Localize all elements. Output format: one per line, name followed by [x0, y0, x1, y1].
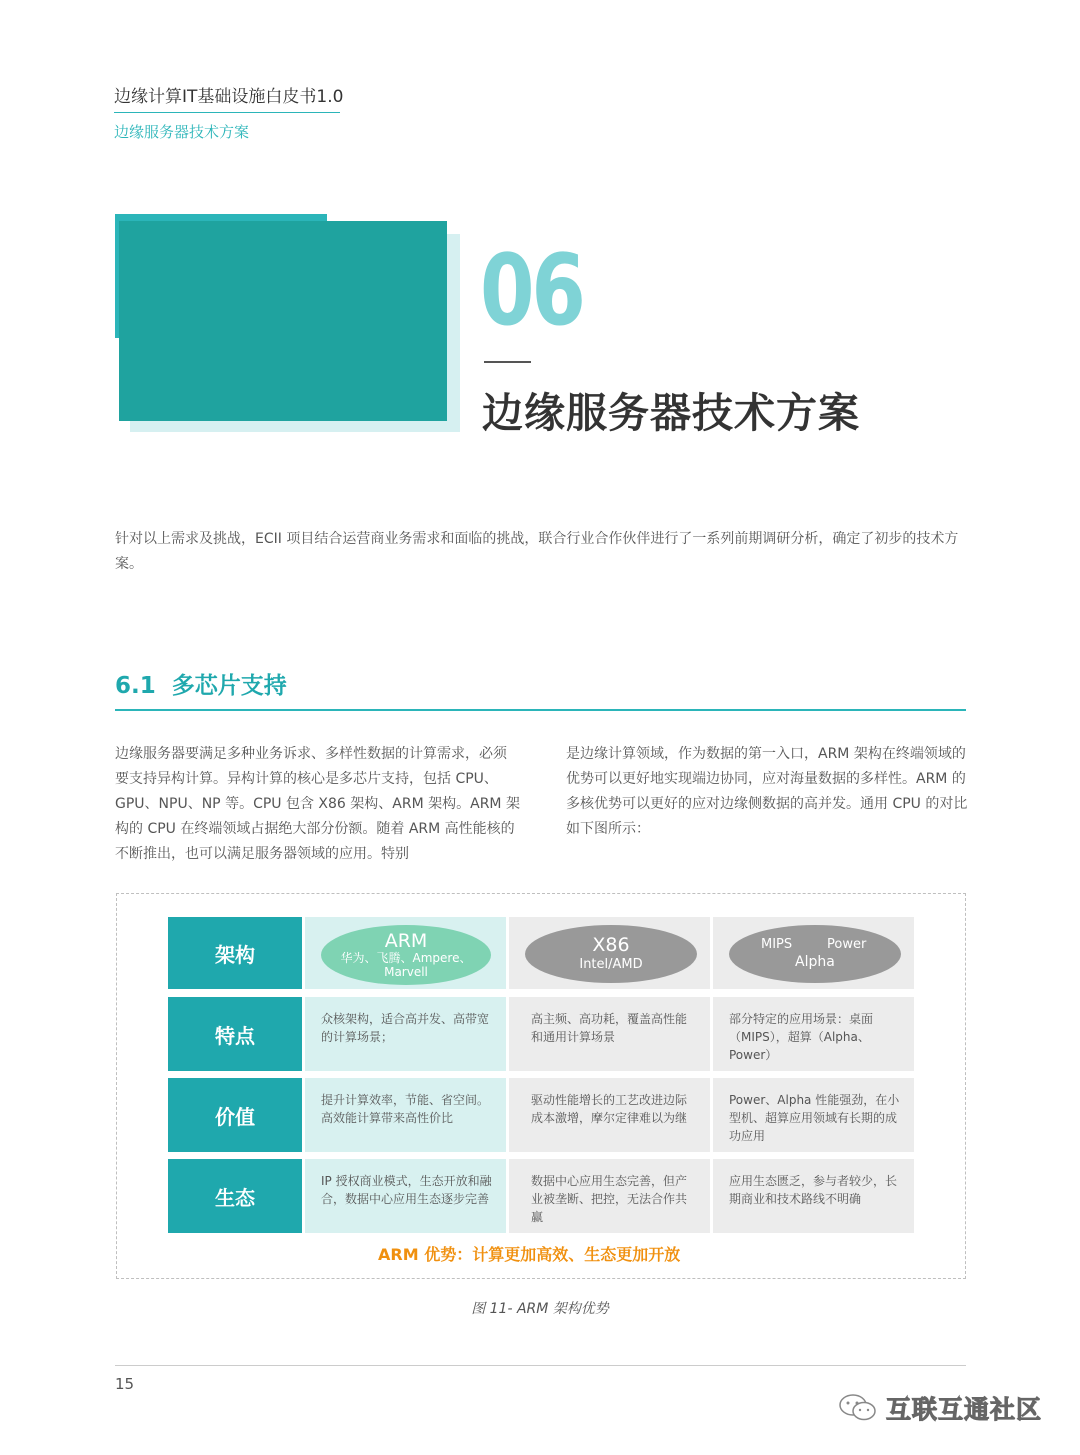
- body-column-right: 是边缘计算领域，作为数据的第一入口，ARM 架构在终端领域的优势可以更好地实现端边协同，应对海量数据的多样性。ARM 的多核优势可以更好的应对边缘侧数据的高并发。通用 CPU 的对比如下图所示：: [566, 746, 968, 837]
- document-title: 边缘计算IT基础设施白皮书1.0: [114, 87, 344, 107]
- chapter-decoration-block: [119, 221, 447, 421]
- watermark-text: 互联互通社区: [886, 1395, 1043, 1424]
- intro-paragraph: 针对以上需求及挑战，ECII 项目结合运营商业务需求和面临的挑战，联合行业合作伙伴进行了一系列前期调研分析，确定了初步的技术方案。: [115, 531, 959, 572]
- ecosystem-cell-arm: [305, 1159, 506, 1233]
- alpha-label: Alpha: [795, 954, 835, 970]
- features-other-text: 部分特定的应用场景：桌面（MIPS），超算（Alpha、Power）: [729, 1012, 874, 1062]
- arch-cell-arm: [305, 917, 506, 989]
- value-arm-text: 提升计算效率，节能、省空间。高效能计算带来高性价比: [321, 1093, 490, 1125]
- section-heading: [115, 667, 287, 700]
- features-cell-other: [713, 997, 914, 1071]
- ecosystem-cell-other: [713, 1159, 914, 1233]
- ecosystem-arm-text: IP 授权商业模式，生态开放和融合，数据中心应用生态逐步完善: [321, 1174, 492, 1206]
- section-divider: [115, 709, 966, 711]
- value-cell-x86: [509, 1078, 710, 1152]
- row-header-features: 特点: [168, 997, 302, 1071]
- chapter-title: 边缘服务器技术方案: [482, 389, 860, 437]
- other-arch-ellipse: [729, 925, 901, 983]
- arm-vendors: 华为、飞腾、Ampere、Marvell: [340, 951, 472, 979]
- power-label: Power: [827, 937, 867, 952]
- ecosystem-x86-text: 数据中心应用生态完善，但产业被垄断、把控，无法合作共赢: [531, 1174, 688, 1224]
- row-header-ecosystem: 生态: [168, 1159, 302, 1233]
- figure-caption: 图 11- ARM 架构优势: [471, 1301, 609, 1317]
- wechat-icon: [838, 1393, 878, 1423]
- arch-cell-x86: [509, 917, 710, 989]
- ecosystem-other-text: 应用生态匮乏，参与者较少，长期商业和技术路线不明确: [729, 1174, 898, 1206]
- features-arm-text: 众核架构，适合高并发、高带宽的计算场景；: [321, 1012, 490, 1044]
- arm-ellipse: [321, 925, 491, 985]
- figure-highlight-note: ARM 优势：计算更加高效、生态更加开放: [378, 1245, 681, 1264]
- value-cell-other: [713, 1078, 914, 1152]
- ecosystem-cell-x86: [509, 1159, 710, 1233]
- body-column-left: 边缘服务器要满足多种业务诉求、多样性数据的计算需求，必须要支持异构计算。异构计算的核心是多芯片支持，包括 CPU、GPU、NPU、NP 等。CPU 包含 X86 架构、ARM 架构。ARM 架构的 CPU 在终端领域占据绝大部分份额。随着 ARM 高性能核的不断推出，也可以满足服务器领域的应用。特别: [115, 746, 520, 862]
- x86-vendors: Intel/AMD: [579, 957, 643, 972]
- watermark: [838, 1390, 1042, 1426]
- chapter-number: 06: [480, 234, 583, 348]
- features-cell-arm: [305, 997, 506, 1071]
- mips-label: MIPS: [761, 937, 793, 952]
- section-label: 边缘服务器技术方案: [114, 123, 250, 141]
- section-number: 6.1: [115, 673, 156, 699]
- value-x86-text: 驱动性能增长的工艺改进边际成本激增，摩尔定律难以为继: [531, 1093, 688, 1125]
- row-header-architecture: 架构: [168, 917, 302, 989]
- page-number: 15: [115, 1375, 135, 1393]
- section-title: 多芯片支持: [171, 673, 287, 699]
- x86-title: X86: [592, 934, 630, 956]
- value-other-text: Power、Alpha 性能强劲，在小型机、超算应用领域有长期的成功应用: [729, 1093, 900, 1143]
- value-cell-arm: [305, 1078, 506, 1152]
- chapter-rule: [484, 361, 531, 363]
- arm-title: ARM: [384, 930, 428, 952]
- row-header-value: 价值: [168, 1078, 302, 1152]
- features-x86-text: 高主频、高功耗，覆盖高性能和通用计算场景: [531, 1012, 688, 1044]
- features-cell-x86: [509, 997, 710, 1071]
- header-divider: [114, 112, 340, 113]
- arch-cell-other: [713, 917, 914, 989]
- footer-divider: [115, 1365, 966, 1366]
- x86-ellipse: [525, 925, 697, 983]
